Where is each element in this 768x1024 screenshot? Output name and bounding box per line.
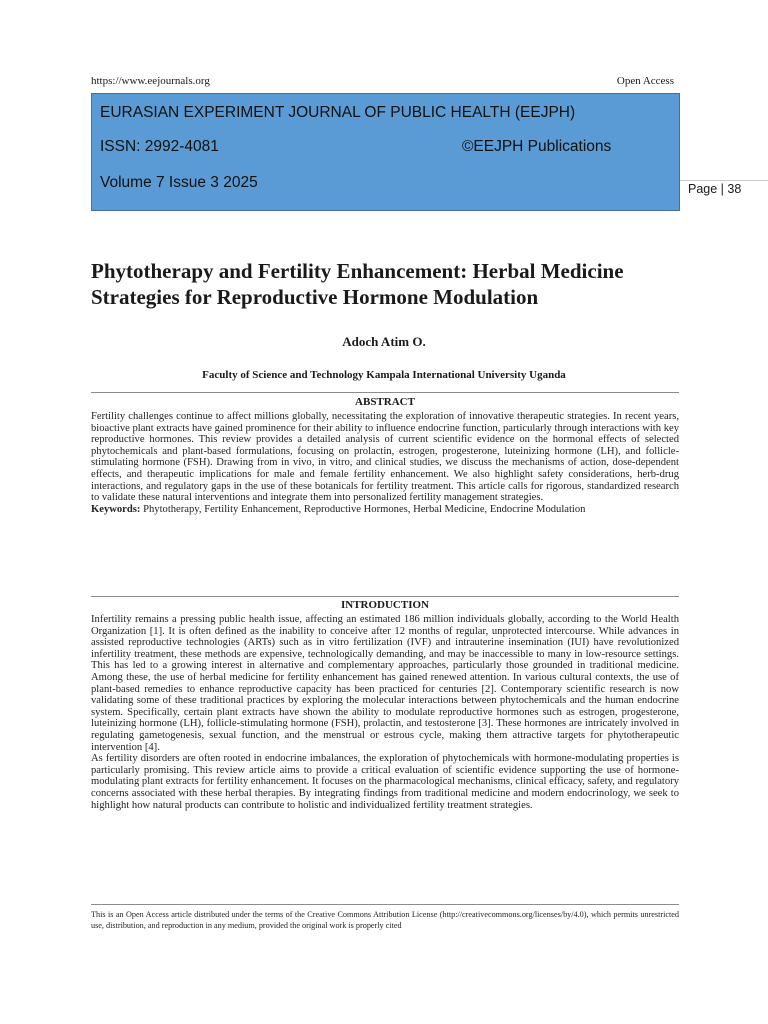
volume-issue: Volume 7 Issue 3 2025 [100,174,258,191]
license-rule [91,904,679,905]
keywords-label: Keywords: [91,503,141,515]
introduction-paragraph: As fertility disorders are often rooted in endocrine imbalances, the exploration of phytochemicals with hormone-modulating properties is particularly promising. This review article aims to provide a critical evaluation of scientific evidence supporting the use of hormone-modulating plant extracts for fertility enhancement. It focuses on the pharmacological mechanisms, clinical efficacy, safety, and regulatory concerns associated with these herbal therapies. By integrating findings from traditional medicine and modern endocrinology, we seek to highlight how natural products can contribute to holistic and individualized fertility treatment strategies. [91,753,679,811]
keywords-list: Phytotherapy, Fertility Enhancement, Reproductive Hormones, Herbal Medicine, Endocrine Modulation [143,503,586,515]
abstract-section [91,411,679,515]
abstract-text: Fertility challenges continue to affect millions globally, necessitating the exploration of innovative therapeutic strategies. In recent years, bioactive plant extracts have gained prominence for their ability to influence endocrine function, particularly through interactions with key reproductive hormones. This review provides a detailed analysis of current scientific evidence on the hormonal effects of selected phytochemicals and plant-based formulations, focusing on prolactin, estrogen, progesterone, luteinizing hormone (LH), and follicle-stimulating hormone (FSH). Drawing from in vivo, in vitro, and clinical studies, we discuss the mechanisms of action, dose-dependent effects, and therapeutic implications for male and female fertility enhancement. We also highlight safety considerations, herb-drug interactions, and regulatory gaps in the use of these botanicals for fertility treatment. This article calls for rigorous, standardized research to validate these natural interventions and integrate them into personalized fertility management strategies. [91,411,679,504]
author: Adoch Atim O. [342,334,426,349]
issn: ISSN: 2992-4081 [100,138,219,155]
journal-url[interactable]: https://www.eejournals.org [91,75,210,87]
license-note: This is an Open Access article distributed under the terms of the Creative Commons Attribution License (http://creativecommons.org/licenses/by/4.0), which permits unrestricted use, distribution, and reproduction in any medium, provided the original work is properly cited [91,910,679,931]
page-divider [680,180,768,181]
publisher: ©EEJPH Publications [462,138,612,155]
keywords [91,504,679,516]
page-number: Page | 38 [688,182,742,196]
open-access-label: Open Access [616,75,674,87]
introduction-heading: INTRODUCTION [340,599,429,611]
abstract-top-rule [91,392,679,393]
abstract-heading: ABSTRACT [355,396,415,408]
journal-banner [91,93,680,211]
introduction-paragraph: Infertility remains a pressing public health issue, affecting an estimated 186 million individuals globally, according to the World Health Organization [1]. It is often defined as the inability to conceive after 12 months of regular, unprotected intercourse. While advances in assisted reproductive technologies (ARTs) such as in vitro fertilization (IVF) and intrauterine insemination (IUI) have revolutionized infertility treatment, these methods are expensive, technologically demanding, and may be inaccessible to many in low-resource settings. This has led to a growing interest in alternative and complementary approaches, particularly those grounded in traditional medicine. Among these, the use of herbal medicine for fertility enhancement has gained renewed attention. In various cultural contexts, the use of plant-based remedies to enhance reproductive capacity has been practiced for centuries [2]. Contemporary scientific research is now validating some of these traditional practices by exploring the molecular interactions between phytochemicals and the human endocrine system. Specifically, certain plant extracts have shown the ability to modulate reproductive hormones such as estrogen, progesterone, luteinizing hormone (LH), follicle-stimulating hormone (FSH), prolactin, and testosterone [3]. These hormones are intricately involved in regulating gametogenesis, sexual function, and the menstrual or estrous cycle, making them attractive targets for phytotherapeutic intervention [4]. [91,614,679,753]
introduction-top-rule [91,596,679,597]
affiliation: Faculty of Science and Technology Kampala International University Uganda [202,369,566,381]
journal-name: EURASIAN EXPERIMENT JOURNAL OF PUBLIC HEALTH (EEJPH) [100,104,576,121]
introduction-section [91,614,679,811]
article-title: Phytotherapy and Fertility Enhancement: Herbal Medicine Strategies for Reproductive Hormone Modulation [91,259,624,309]
